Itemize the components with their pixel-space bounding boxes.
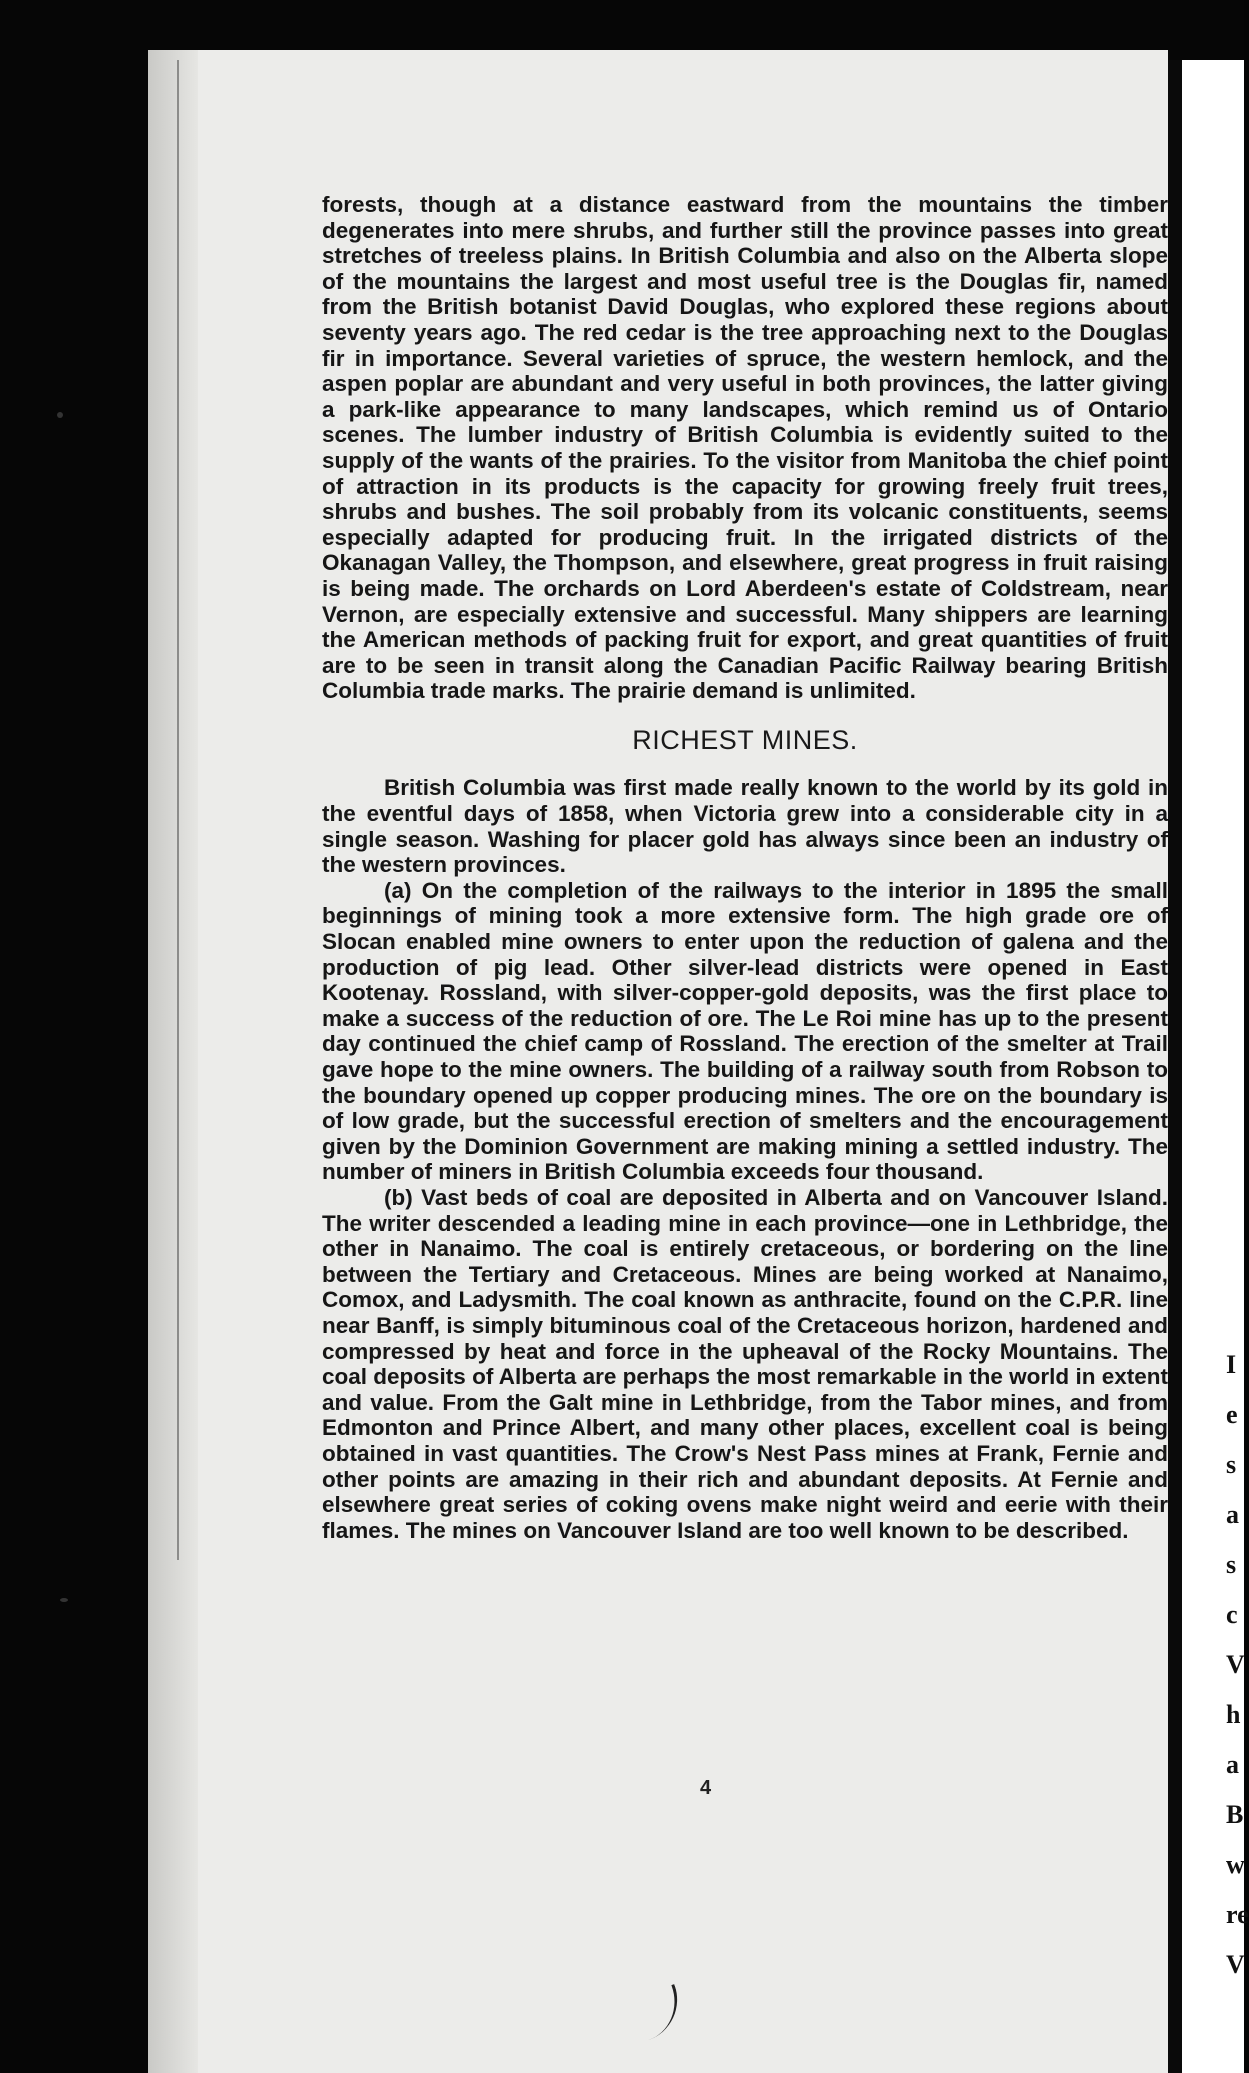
paragraph-coal-b: (b) Vast beds of coal are deposited in Alberta and on Vancouver Island. The writer descended a leading mine in each province—one in Lethbridge, the other in Nanaimo. The coal is entirely cretaceous, or bordering on the line between the Tertiary and Cretaceous. Mines are being worked at Nanaimo, Comox, and Ladysmith. The coal known as anthracite, found on the C.P.R. line near Banff, is simply bituminous coal of the Cretaceous horizon, hardened and compressed by heat and force in the upheaval of the Rocky Mountains. The coal deposits of Alberta are perhaps the most remarkable in the world in extent and value. From the Galt mine in Lethbridge, from the Tabor mines, and from Edmonton and Prince Albert, and many other places, excellent coal is being obtained in vast quantities. The Crow's Nest Pass mines at Frank, Fernie and other points are amazing in their rich and abundant deposits. At Fernie and elsewhere great series of coking ovens make night weird and eerie with their flames. The mines on Vancouver Island are too well known to be described. (322, 1184, 1168, 1543)
paragraph-forests: forests, though at a distance eastward from the mountains the timber degenerates into mere shrubs, and further still the province passes into great stretches of treeless plains. In British Columbia and also on the Alberta slope of the mountains the largest and most useful tree is the Douglas fir, named from the British botanist David Douglas, who explored these regions about seventy years ago. The red cedar is the tree approaching next to the Douglas fir in importance. Several varieties of spruce, the western hemlock, and the aspen poplar are abundant and very useful in both provinces, the latter giving a park-like appearance to many landscapes, which remind us of Ontario scenes. The lumber industry of British Columbia is evidently suited to the supply of the wants of the prairies. To the visitor from Manitoba the chief point of attraction in its products is the capacity for growing freely fruit trees, shrubs and bushes. The soil probably from its volcanic constituents, seems especially adapted for producing fruit. In the irrigated districts of the Okanagan Valley, the Thompson, and elsewhere, great progress in fruit raising is being made. The orchards on Lord Aberdeen's estate of Coldstream, near Vernon, are especially extensive and successful. Many shippers are learning the American methods of packing fruit for export, and great quantities of fruit are to be seen in transit along the Canadian Pacific Railway bearing British Columbia trade marks. The prairie demand is unlimited. (322, 192, 1168, 704)
adjacent-fragment: c (1226, 1600, 1238, 1629)
adjacent-page-text (1226, 1340, 1249, 1990)
scan-speck (60, 1598, 68, 1602)
adjacent-fragment: s (1226, 1550, 1237, 1579)
adjacent-fragment: V (1226, 1950, 1245, 1979)
page-body-text (322, 192, 1168, 1543)
paragraph-mining-a: (a) On the completion of the railways to the interior in 1895 the small beginnings of mining took a more extensive form. The high grade ore of Slocan enabled mine owners to enter upon the reduction of galena and the production of pig lead. Other silver-lead districts were opened in East Kootenay. Rossland, with silver-copper-gold deposits, was the first place to make a success of the reduction of ore. The Le Roi mine has up to the present day continued the chief camp of Rossland. The erection of the smelter at Trail gave hope to the mine owners. The building of a railway south from Robson to the boundary opened up copper producing mines. The ore on the boundary is of low grade, but the successful erection of smelters and the encouragement given by the Dominion Government are making mining a settled industry. The number of miners in British Columbia exceeds four thousand. (322, 877, 1168, 1185)
adjacent-fragment: s (1226, 1450, 1237, 1479)
page-gap (1168, 60, 1182, 2073)
paragraph-gold: British Columbia was first made really known to the world by its gold in the eventful days of 1858, when Victoria grew into a considerable city in a single season. Washing for placer gold has always since been an industry of the western provinces. (322, 775, 1168, 878)
page-number: 4 (700, 1777, 712, 1799)
adjacent-fragment: h (1226, 1700, 1241, 1729)
adjacent-fragment: re (1226, 1900, 1249, 1929)
page-gutter-shadow (148, 50, 198, 2073)
adjacent-fragment: w (1226, 1850, 1245, 1879)
scan-speck (57, 412, 63, 418)
adjacent-fragment: a (1226, 1500, 1239, 1529)
binding-line (177, 60, 179, 1560)
adjacent-fragment: I (1226, 1350, 1237, 1379)
adjacent-fragment: V (1226, 1650, 1245, 1679)
adjacent-fragment: e (1226, 1400, 1238, 1429)
adjacent-fragment: a (1226, 1750, 1239, 1779)
section-heading: RICHEST MINES. (632, 724, 858, 755)
adjacent-fragment: B (1226, 1800, 1244, 1829)
